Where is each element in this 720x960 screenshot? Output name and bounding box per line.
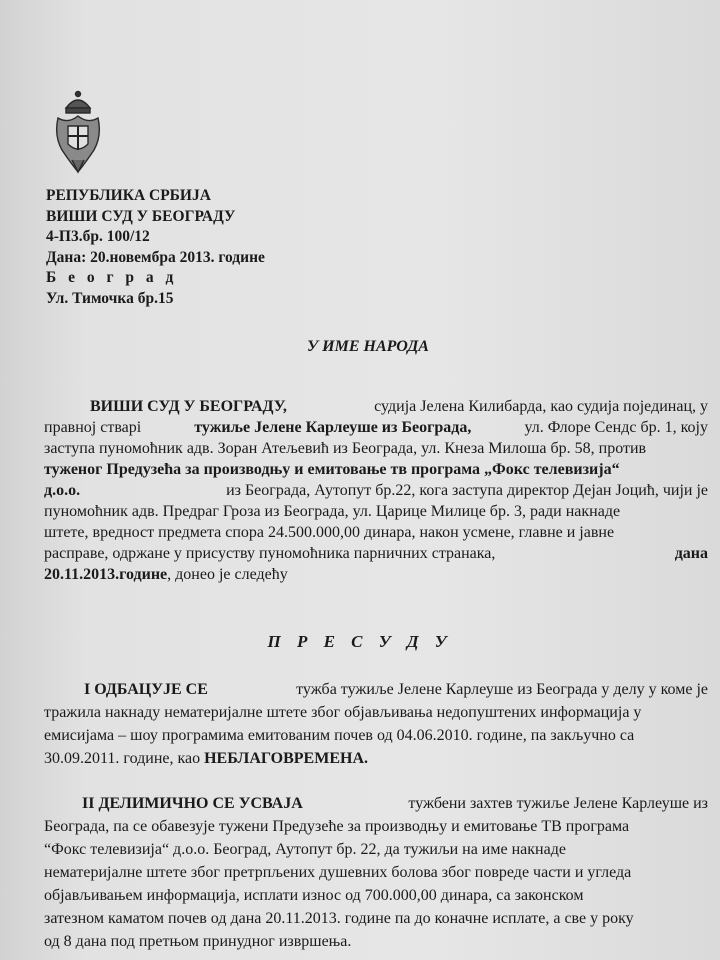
intro-line-3: заступа пуномоћник адв. Зоран Атељевић из Београда, ул. Кнеза Милоша бр. 58, против [44, 440, 647, 457]
title-verdict: П Р Е С У Д У [267, 632, 453, 651]
item1-line-1: тужба тужиље Јелене Карлеуше из Београда у делу у коме је [296, 681, 708, 698]
intro-line-6: пуномоћник адв. Предраг Гроза из Београда, ул. Царице Милице бр. 3, ради накнаде [44, 503, 621, 520]
header-court: ВИШИ СУД У БЕОГРАДУ [46, 207, 236, 225]
item2-line-5: објављивањем информација, исплати износ од 700.000,00 динара, са законском [44, 887, 584, 904]
intro-plaintiff-bold: тужиље Јелене Карлеуше из Београда, [194, 419, 472, 436]
intro-line-2a: правној стварі [44, 419, 142, 436]
coat-of-arms-icon [52, 88, 104, 176]
item2-line-2: Београда, па се обавезује тужени Предузеће за производњу и емитовање ТВ програма [44, 818, 630, 835]
item1-line-2: тражила накнаду нематеријалне штете због објављивања недопуштених информација у [44, 704, 642, 721]
header-address: Ул. Тимочка бр.15 [46, 289, 174, 307]
item1-line-4: 30.09.2011. године, као [44, 750, 201, 767]
item1-line-3: емисијама – шоу програмима емитованим почев од 04.06.2010. године, па закључно са [44, 727, 635, 744]
item2-line-6: затезном каматом почев од дана 20.11.2013. године па до коначне исплате, а све у року [44, 910, 634, 927]
intro-day-bold: дана [674, 545, 708, 562]
header-date: Дана: 20.новембра 2013. године [46, 248, 265, 266]
header-country: РЕПУБЛИКА СРБИЈА [46, 187, 211, 204]
item2-line-4: нематеријалне штете због претрпљених душевних болова због повреде части и угледа [44, 864, 632, 881]
item2-line-7: од 8 дана под претњом принудног извршења. [44, 933, 352, 950]
intro-date-bold: 20.11.2013.године [44, 566, 168, 583]
intro-doo-bold: д.о.о. [44, 482, 81, 499]
verdict-item-2 [44, 792, 708, 953]
intro-paragraph [44, 396, 708, 585]
intro-line-1: судија Јелена Килибарда, као судија појединац, у [374, 398, 708, 415]
intro-line-9: , донео је следећу [167, 566, 288, 583]
court-header [46, 186, 265, 309]
title-in-the-name-of-people: У ИМЕ НАРОДА [307, 338, 429, 355]
intro-court-bold: ВИШИ СУД У БЕОГРАДУ, [90, 398, 287, 415]
item2-bold: II ДЕЛИМИЧНО СЕ УСВАЈА [82, 795, 303, 812]
item1-untimely-bold: НЕБЛАГОВРЕМЕНА. [204, 750, 368, 767]
header-case-number: 4-П3.бр. 100/12 [46, 228, 150, 245]
intro-defendant-bold: туженог Предузећа за производњу и емитовање тв програма „Фокс телевизија“ [44, 461, 620, 478]
intro-line-8: расправе, одржане у присуству пуномоћника парничних странака, [44, 545, 496, 562]
item1-bold: I ОДБАЦУЈЕ СЕ [84, 681, 208, 698]
item2-line-1: тужбени захтев тужиље Јелене Карлеуше из [408, 795, 708, 812]
header-city: Б е о г р а д [46, 269, 178, 286]
intro-line-2b: ул. Флоре Сендс бр. 1, коју [524, 419, 708, 436]
intro-line-5: из Београда, Аутопут бр.22, кога заступа директор Дејан Јоцић, чији је [226, 482, 708, 499]
verdict-item-1 [44, 678, 708, 770]
item2-line-3: “Фокс телевизија“ д.о.о. Београд, Аутопут бр. 22, да тужиљи на име накнаде [44, 841, 566, 858]
intro-line-7: штете, вредност предмета спора 24.500.000,00 динара, након усмене, главне и јавне [44, 524, 615, 541]
